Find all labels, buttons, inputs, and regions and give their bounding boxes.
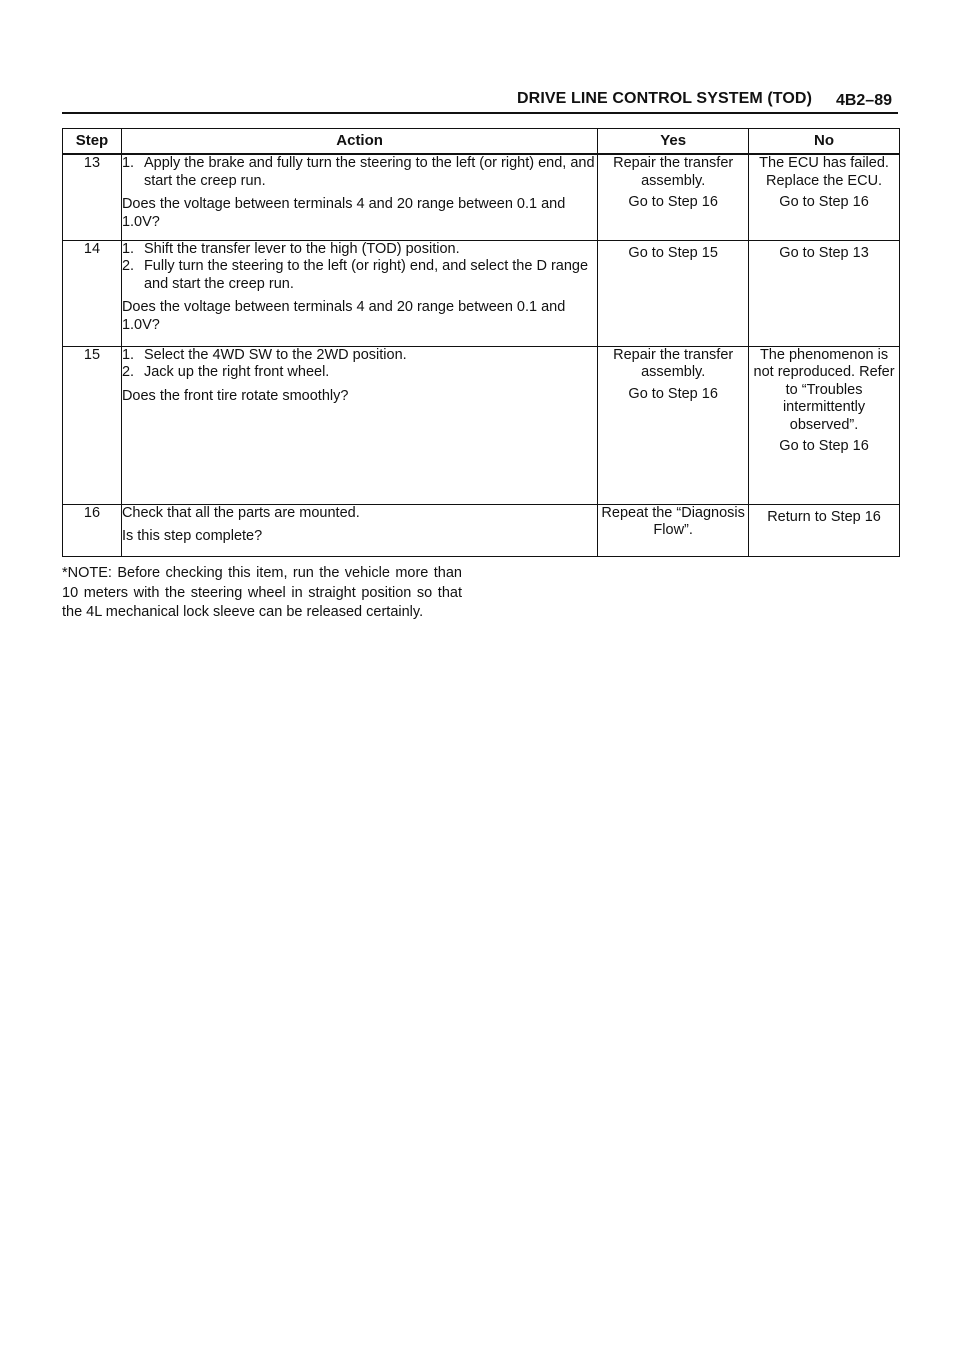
question-text: Does the voltage between terminals 4 and 20 range between 0.1 and 1.0V? bbox=[121, 299, 566, 333]
list-number: 2. bbox=[121, 364, 135, 380]
no-goto: Go to Step 13 bbox=[779, 244, 869, 261]
list-number: 1. bbox=[121, 155, 135, 171]
no-text: The ECU has failed. Replace the ECU. bbox=[759, 155, 889, 189]
yes-goto: Go to Step 15 bbox=[628, 244, 718, 261]
step-number: 16 bbox=[63, 504, 122, 556]
list-number: 1. bbox=[121, 240, 135, 257]
header-rule bbox=[62, 112, 898, 114]
question-text: Is this step complete? bbox=[121, 528, 263, 544]
list-item bbox=[122, 258, 597, 293]
no-text: The phenomenon is not reproduced. Refer to “Troubles intermittently observed”. bbox=[753, 346, 895, 433]
list-item bbox=[122, 347, 597, 365]
page-header bbox=[62, 88, 898, 114]
list-number: 1. bbox=[121, 346, 135, 363]
yes-cell bbox=[598, 504, 749, 556]
question-text: Does the voltage between terminals 4 and 20 range between 0.1 and 1.0V? bbox=[121, 196, 566, 230]
list-text: Select the 4WD SW to the 2WD position. bbox=[143, 346, 407, 363]
step-number: 13 bbox=[63, 154, 122, 240]
list-item bbox=[122, 364, 597, 382]
table-row bbox=[63, 346, 900, 504]
step-number: 14 bbox=[63, 240, 122, 346]
diagnosis-table bbox=[62, 128, 900, 557]
section-title: DRIVE LINE CONTROL SYSTEM (TOD) bbox=[517, 90, 812, 107]
action-text: Check that all the parts are mounted. bbox=[121, 504, 360, 521]
no-goto: Return to Step 16 bbox=[767, 508, 881, 525]
action-cell bbox=[121, 240, 597, 346]
no-cell bbox=[749, 346, 900, 504]
table-row bbox=[63, 240, 900, 346]
column-header-yes: Yes bbox=[598, 129, 749, 155]
yes-text: Repair the transfer assembly. bbox=[613, 155, 734, 189]
yes-text: Repeat the “Diagnosis Flow”. bbox=[601, 504, 745, 538]
list-text: Apply the brake and fully turn the steering to the left (or right) end, and start the creep run. bbox=[143, 155, 595, 189]
yes-goto: Go to Step 16 bbox=[628, 194, 718, 210]
no-cell bbox=[749, 240, 900, 346]
no-goto: Go to Step 16 bbox=[779, 438, 869, 454]
no-goto: Go to Step 16 bbox=[779, 194, 869, 210]
list-text: Fully turn the steering to the left (or right) end, and select the D range and start the creep run. bbox=[143, 258, 589, 292]
yes-cell bbox=[598, 154, 749, 240]
list-item bbox=[122, 241, 597, 259]
list-item bbox=[122, 155, 597, 190]
yes-text: Repair the transfer assembly. bbox=[613, 346, 734, 380]
no-cell bbox=[749, 154, 900, 240]
table-header-row bbox=[63, 129, 900, 155]
footnote: *NOTE: Before checking this item, run the vehicle more than 10 meters with the steering wheel in straight position so that the 4L mechanical lock sleeve can be released certainly. bbox=[62, 565, 462, 620]
action-cell bbox=[121, 504, 597, 556]
list-text: Shift the transfer lever to the high (TOD) position. bbox=[143, 240, 460, 257]
page-number: 4B2–89 bbox=[835, 92, 892, 109]
action-cell bbox=[121, 154, 597, 240]
action-cell bbox=[121, 346, 597, 504]
column-header-action: Action bbox=[121, 129, 597, 155]
list-text: Jack up the right front wheel. bbox=[143, 364, 330, 380]
table-row bbox=[63, 504, 900, 556]
list-number: 2. bbox=[121, 258, 135, 274]
column-header-step: Step bbox=[63, 129, 122, 155]
yes-cell bbox=[598, 346, 749, 504]
table-row bbox=[63, 154, 900, 240]
yes-goto: Go to Step 16 bbox=[628, 385, 718, 402]
question-text: Does the front tire rotate smoothly? bbox=[121, 387, 349, 404]
column-header-no: No bbox=[749, 129, 900, 155]
no-cell bbox=[749, 504, 900, 556]
step-number: 15 bbox=[63, 346, 122, 504]
yes-cell bbox=[598, 240, 749, 346]
